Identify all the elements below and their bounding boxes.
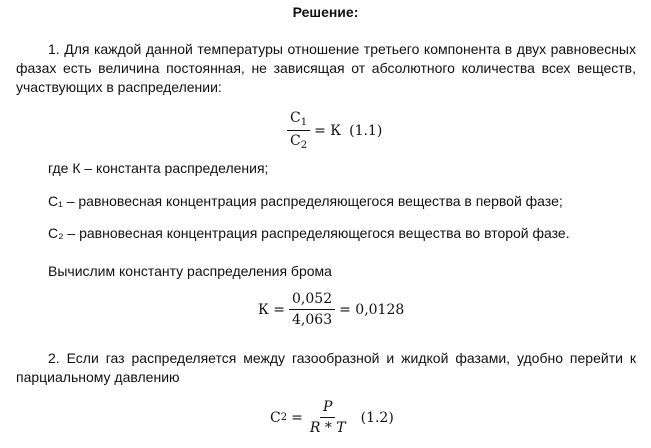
fraction-bromine <box>289 291 335 328</box>
c1-symbol: C <box>290 110 301 126</box>
formula-1-label: (1.1) <box>349 122 383 139</box>
fraction-denominator: 4,063 <box>292 312 333 328</box>
c2-subscript: 2 <box>300 140 308 151</box>
formula-1-rhs: = К <box>314 122 342 139</box>
formula-1-2 <box>270 399 394 436</box>
formula-bromine-constant <box>258 291 404 328</box>
calculation-intro: Вычислим константу распределения брома <box>48 263 332 279</box>
fraction-c1-c2 <box>287 110 310 151</box>
fraction-numerator: P <box>320 399 335 418</box>
c2-subscript: 2 <box>280 412 288 423</box>
formula-2-result: = 0,0128 <box>339 301 405 318</box>
fraction-numerator <box>287 110 310 131</box>
definition-c2: C₂ – равновесная концентрация распределяющегося вещества во второй фазе. <box>48 225 570 241</box>
definition-c1: C₁ – равновесная концентрация распределяющегося вещества в первой фазе; <box>48 193 563 209</box>
c2-symbol: C <box>270 409 281 426</box>
fraction-denominator: R * T <box>309 420 346 436</box>
c2-symbol: C <box>290 133 301 149</box>
formula-1-2-label: (1.2) <box>360 409 394 426</box>
solution-heading: Решение: <box>292 4 359 20</box>
fraction-numerator: 0,052 <box>289 291 335 310</box>
formula-2-lhs: К = <box>258 301 286 318</box>
fraction-denominator <box>287 131 310 151</box>
formula-1-1 <box>283 110 382 151</box>
c1-subscript: 1 <box>300 117 308 128</box>
paragraph-1: 1. Для каждой данной температуры отношение третьего компонента в двух равновесных фазах есть величина постоянная, не зависящая от абсолютного количества всех веществ, участвующих в распределении: <box>16 41 636 95</box>
equals-sign: = <box>291 409 303 426</box>
fraction-p-rt <box>307 399 349 436</box>
paragraph-2: 2. Если газ распределяется между газообразной и жидкой фазами, удобно перейти к парциальному давлению <box>16 350 636 385</box>
definition-k: где К – константа распределения; <box>48 160 269 176</box>
